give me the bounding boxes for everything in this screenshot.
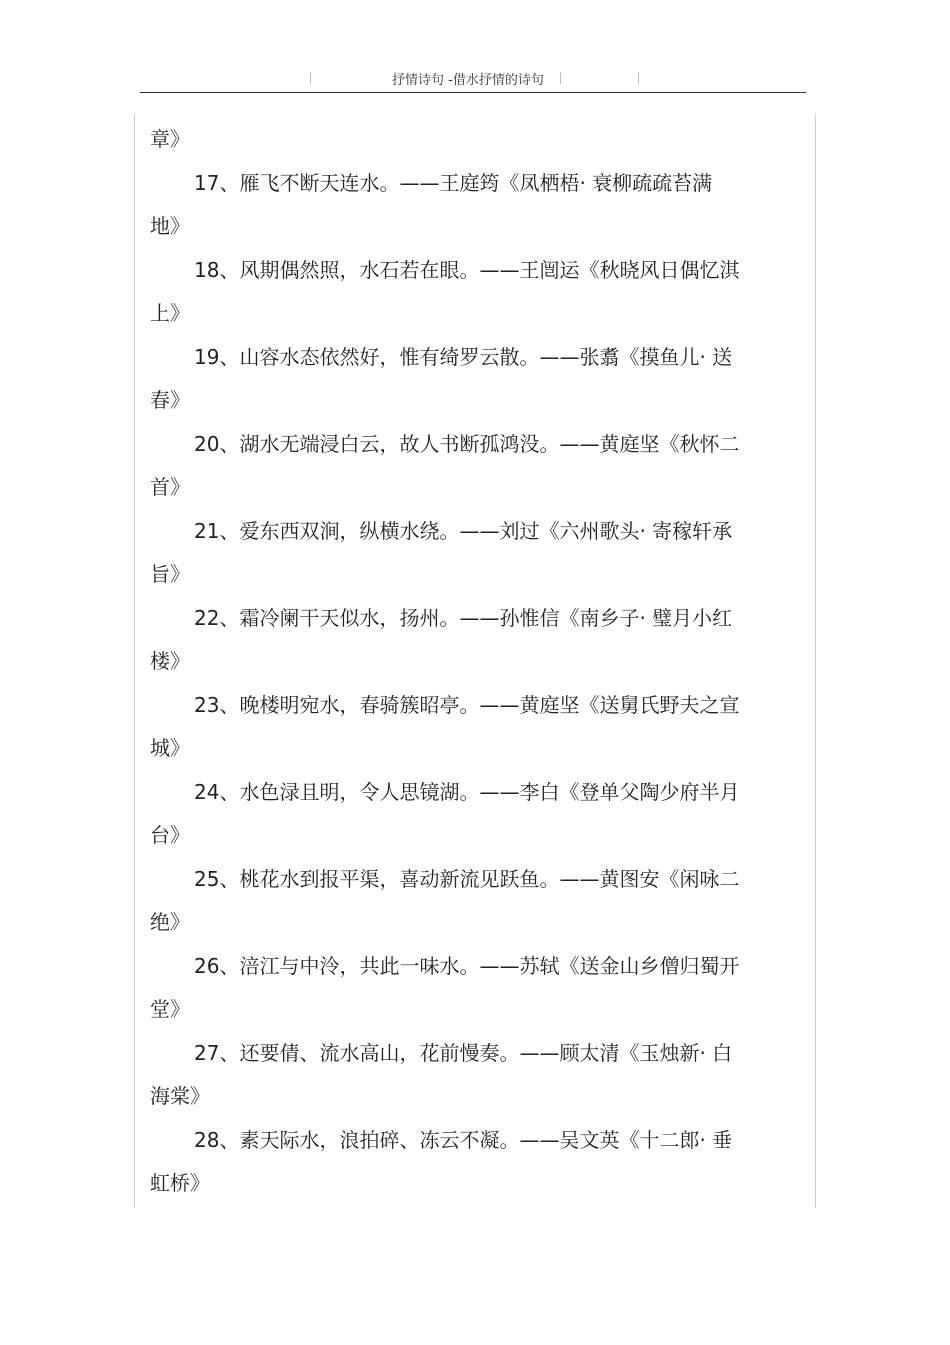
entry-line-1: 19、山容水态依然好，惟有绮罗云散。——张翥《摸鱼儿· 送 — [194, 344, 733, 369]
entry-line-2: 虹桥》 — [150, 1171, 210, 1195]
entry-line-1: 24、水色渌且明，令人思镜湖。——李白《登单父陶少府半月 — [194, 779, 740, 804]
header-tick-mid — [560, 72, 561, 84]
header-tick-left — [310, 72, 311, 84]
poem-entry — [150, 858, 762, 945]
entry-line-1: 22、霜冷阑干天似水，扬州。——孙惟信《南乡子· 璧月小红 — [194, 605, 733, 630]
poem-entry — [150, 1119, 762, 1206]
entry-line-1: 17、雁飞不断天连水。——王庭筠《凤栖梧· 衰柳疏疏苔满 — [194, 170, 713, 195]
entry-line-2: 旨》 — [150, 562, 190, 586]
poem-entry — [150, 510, 762, 597]
entry-line-2: 楼》 — [150, 649, 190, 673]
entry-line-2: 地》 — [150, 214, 190, 238]
entry-line-1: 26、涪江与中泠，共此一味水。——苏轼《送金山乡僧归蜀开 — [194, 953, 740, 978]
entry-line-2: 首》 — [150, 475, 190, 499]
header-tick-right — [638, 72, 639, 84]
entry-line-2: 城》 — [150, 736, 190, 760]
entry-line-2: 堂》 — [150, 997, 190, 1021]
right-margin-line — [815, 114, 816, 1208]
entry-line-1: 28、素天际水，浪拍碎、冻云不凝。——吴文英《十二郎· 垂 — [194, 1127, 733, 1152]
poem-entry — [150, 1032, 762, 1119]
entry-line-1: 23、晚楼明宛水，春骑簇昭亭。——黄庭坚《送舅氏野夫之宣 — [194, 692, 740, 717]
entry-line-2: 春》 — [150, 388, 190, 412]
poem-entry — [150, 249, 762, 336]
entry-line-2: 海棠》 — [150, 1084, 210, 1108]
left-margin-line — [134, 114, 135, 1208]
lead-fragment — [150, 118, 762, 162]
entry-line-1: 18、风期偶然照，水石若在眼。——王闿运《秋晓风日偶忆淇 — [194, 257, 740, 282]
poem-entry — [150, 423, 762, 510]
header-title: 抒情诗句 -借水抒情的诗句 — [392, 73, 544, 88]
poem-entry — [150, 162, 762, 249]
poem-entry — [150, 597, 762, 684]
poem-entry — [150, 771, 762, 858]
poem-entry — [150, 945, 762, 1032]
document-body — [150, 118, 762, 1206]
entry-line-2: 绝》 — [150, 910, 190, 934]
page-header — [140, 66, 806, 93]
entry-line-1: 20、湖水无端浸白云，故人书断孤鸿没。——黄庭坚《秋怀二 — [194, 431, 740, 456]
entry-line-1: 25、桃花水到报平渠，喜动新流见跃鱼。——黄图安《闲咏二 — [194, 866, 740, 891]
poem-entry — [150, 684, 762, 771]
poem-entry — [150, 336, 762, 423]
entry-line-1: 21、爱东西双涧，纵横水绕。——刘过《六州歌头· 寄稼轩承 — [194, 518, 733, 543]
entry-line-2: 上》 — [150, 301, 190, 325]
entry-line-1: 27、还要倩、流水高山，花前慢奏。——顾太清《玉烛新· 白 — [194, 1040, 733, 1065]
lead-fragment-text: 章》 — [150, 127, 190, 151]
entry-line-2: 台》 — [150, 823, 190, 847]
